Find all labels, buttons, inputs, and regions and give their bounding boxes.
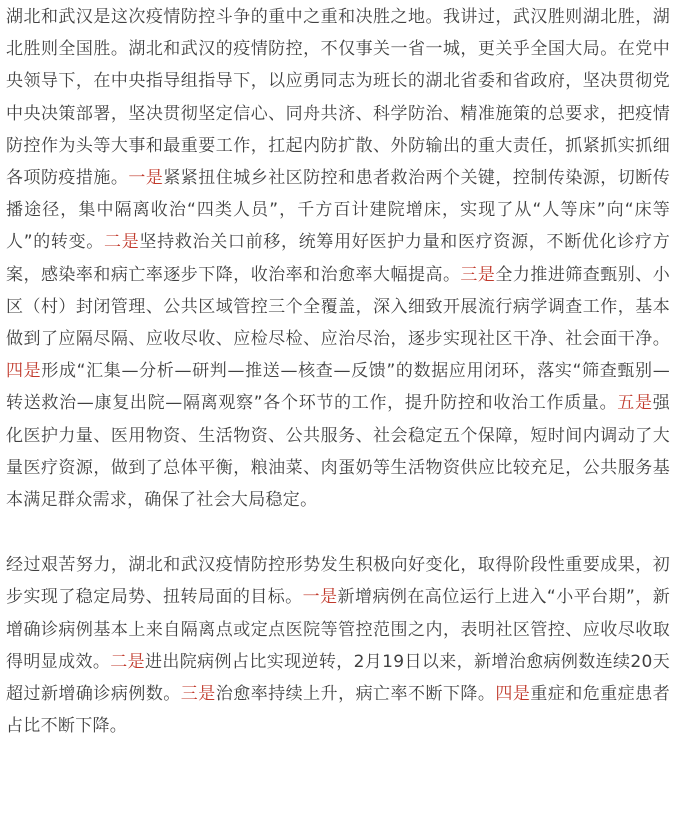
paragraph-text: 全力推进筛查甄别、小区（村）封闭管理、公共区域管控三个全覆盖，深入细致开展流行病学调查工作，基本做到了应隔尽隔、应收尽收、应检尽检、应治尽治，逐步实现社区干净、社会面干净。 <box>6 264 670 350</box>
highlight-ordinal: 四是 <box>495 684 531 705</box>
highlight-ordinal: 二是 <box>104 232 140 253</box>
paragraph-text: 强化医护力量、医用物资、生活物资、公共服务、社会稳定五个保障，短时间内调动了大量医疗资源，做到了总体平衡，粮油菜、肉蛋奶等生活物资供应比较充足，公共服务基本满足群众需求，确保了社会大局稳定。 <box>6 393 670 511</box>
article-body <box>6 0 670 742</box>
paragraph-text: 经过艰苦努力，湖北和武汉疫情防控形势发生积极向好变化，取得阶段性重要成果，初步实现了稳定局势、扭转局面的目标。 <box>6 555 670 608</box>
paragraph-text: 坚持救治关口前移，统筹用好医护力量和医疗资源，不断优化诊疗方案，感染率和病亡率逐步下降，收治率和治愈率大幅提高。 <box>6 232 671 285</box>
paragraph-1 <box>6 0 670 516</box>
paragraph-text: 进出院病例占比实现逆转，2月19日以来，新增治愈病例数连续20天超过新增确诊病例数。 <box>6 651 670 705</box>
paragraph-2 <box>6 548 670 742</box>
paragraph-text: 重症和危重症患者占比不断下降。 <box>6 684 671 737</box>
paragraph-text: 湖北和武汉是这次疫情防控斗争的重中之重和决胜之地。我讲过，武汉胜则湖北胜，湖北胜则全国胜。湖北和武汉的疫情防控，不仅事关一省一城，更关乎全国大局。在党中央领导下，在中央指导组指导下，以应勇同志为班长的湖北省委和省政府，坚决贯彻党中央决策部署，坚决贯彻坚定信心、同舟共济、科学防治、精准施策的总要求，把疫情防控作为头等大事和最重要工作，扛起内防扩散、外防输出的重大责任，抓紧抓实抓细各项防疫措施。 <box>6 7 670 189</box>
highlight-ordinal: 三是 <box>180 684 216 705</box>
paragraph-text: 形成“汇集—分析—研判—推送—核查—反馈”的数据应用闭环，落实“筛查甄别—转送救治—康复出院—隔离观察”各个环节的工作，提升防控和收治工作质量。 <box>6 361 670 414</box>
highlight-ordinal: 五是 <box>617 393 653 414</box>
highlight-ordinal: 一是 <box>128 168 164 189</box>
paragraph-text: 新增病例在高位运行上进入“小平台期”，新增确诊病例基本上来自隔离点或定点医院等管控范围之内，表明社区管控、应收尽收取得明显成效。 <box>6 587 670 672</box>
highlight-ordinal: 二是 <box>110 651 146 672</box>
highlight-ordinal: 四是 <box>6 361 42 382</box>
highlight-ordinal: 三是 <box>460 264 496 285</box>
highlight-ordinal: 一是 <box>302 587 338 608</box>
paragraph-text: 紧紧扭住城乡社区防控和患者救治两个关键，控制传染源，切断传播途径，集中隔离收治“四类人员”，千方百计建院增床，实现了从“人等床”向“床等人”的转变。 <box>6 168 671 253</box>
paragraph-text: 治愈率持续上升，病亡率不断下降。 <box>215 684 496 705</box>
